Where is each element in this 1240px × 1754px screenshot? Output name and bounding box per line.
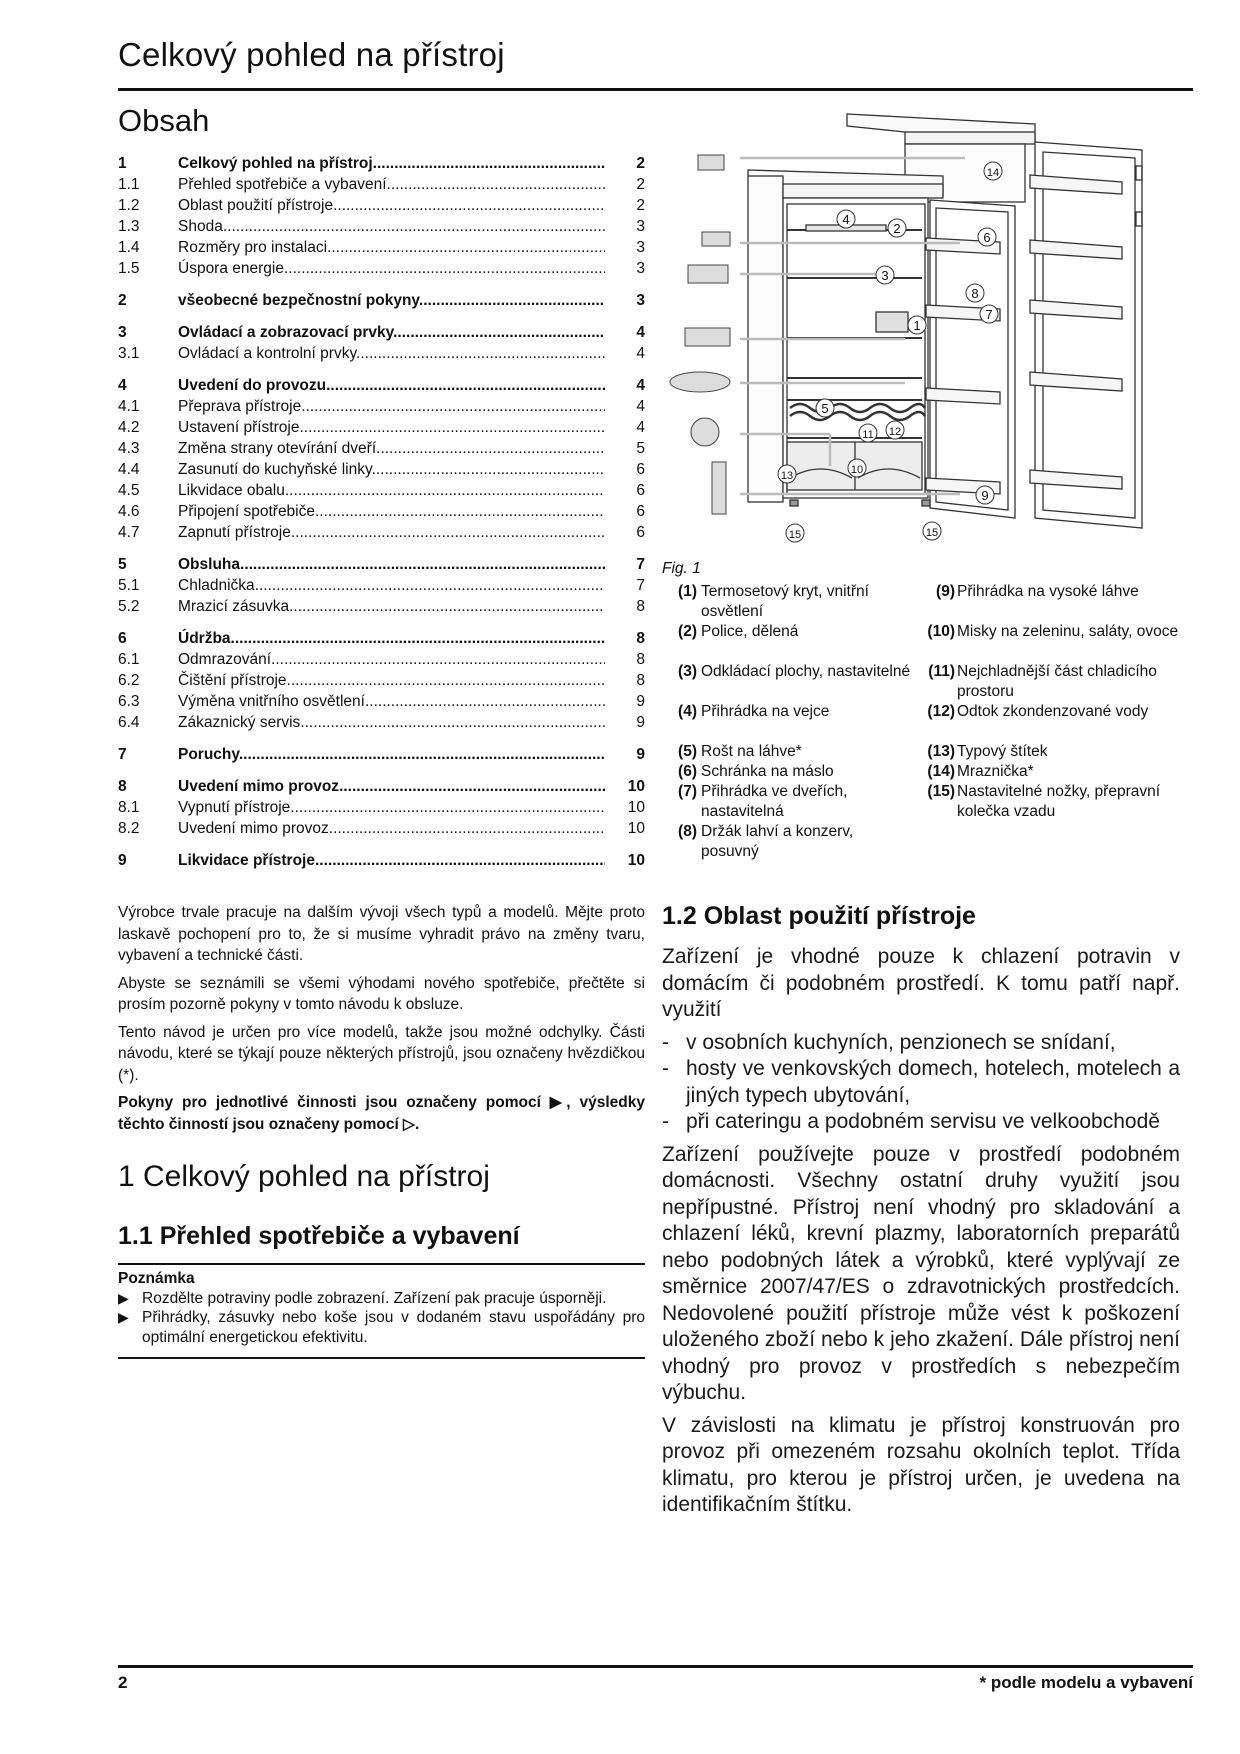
toc-page: 2 — [636, 176, 645, 193]
toc-label: Odmrazování — [178, 651, 272, 668]
toc-entry[interactable] — [118, 691, 645, 712]
legend-item: (8) Držák lahví a konzerv, posuvný — [678, 823, 854, 860]
toc-entry[interactable] — [118, 670, 645, 691]
toc-page: 3 — [636, 239, 645, 256]
svg-text:9: 9 — [981, 488, 989, 503]
toc-entry[interactable] — [118, 744, 645, 765]
toc-page: 9 — [636, 714, 645, 731]
toc-number: 9 — [118, 852, 127, 869]
toc-title: Obsah — [118, 103, 210, 138]
toc-page: 7 — [636, 556, 645, 573]
toc-label: Chladnička — [178, 577, 255, 594]
toc-entry[interactable] — [118, 258, 645, 279]
toc-number: 6.2 — [118, 672, 140, 689]
svg-text:2: 2 — [893, 221, 901, 236]
toc-page: 9 — [636, 693, 645, 710]
toc-entry[interactable] — [118, 290, 645, 311]
toc-page: 6 — [636, 482, 645, 499]
svg-text:5: 5 — [821, 401, 829, 416]
toc-page: 4 — [636, 419, 645, 436]
legend-item: (14) Mraznička* — [927, 763, 1034, 780]
toc-entry[interactable] — [118, 776, 645, 797]
fridge-diagram-icon — [660, 100, 1180, 560]
toc-number: 4.1 — [118, 398, 140, 415]
cake-jars-icon — [688, 265, 728, 283]
toc-entry[interactable] — [118, 343, 645, 364]
toc-entry[interactable] — [118, 628, 645, 649]
body-paragraph: Zařízení je vhodné pouze k chlazení potravin v domácím či podobném prostředí. K tomu patří např. využití — [662, 945, 1180, 1021]
legend-item: (6) Schránka na máslo — [678, 763, 834, 780]
page-title: Celkový pohled na přístroj — [118, 36, 505, 73]
body-paragraph: V závislosti na klimatu je přístroj konstruován pro provoz při omezeném rozsahu okolních teplot. Třída klimatu, pro kterou je přístroj určen, je uvedena na identifikačním štítku. — [662, 1413, 1180, 1516]
svg-text:13: 13 — [780, 470, 794, 482]
legend-item: (3) Odkládací plochy, nastavitelné — [678, 663, 911, 680]
toc-number: 1 — [118, 155, 127, 172]
toc-entry[interactable] — [118, 818, 645, 839]
list-item: - v osobních kuchyních, penzionech se snídaní, — [662, 1030, 1180, 1057]
toc-entry[interactable] — [118, 797, 645, 818]
toc-label: Uvedení mimo provoz — [178, 778, 340, 795]
page-number: 2 — [118, 1673, 128, 1692]
legend-item: (13) Typový štítek — [927, 743, 1048, 760]
svg-text:6: 6 — [983, 230, 991, 245]
toc-page: 8 — [636, 630, 645, 647]
svg-text:12: 12 — [888, 426, 902, 438]
svg-text:15: 15 — [925, 527, 939, 539]
toc-number: 6.1 — [118, 651, 140, 668]
toc-number: 1.2 — [118, 197, 140, 214]
section-1-2-body — [662, 944, 1180, 1525]
legend-item: (10) Misky na zeleninu, saláty, ovoce — [927, 623, 1179, 640]
toc-number: 5.1 — [118, 577, 140, 594]
butter-cheese-icon — [702, 232, 730, 246]
toc-label: Mrazicí zásuvka — [178, 598, 290, 615]
toc-page: 3 — [636, 218, 645, 235]
toc-entry[interactable] — [118, 438, 645, 459]
toc-entry[interactable] — [118, 417, 645, 438]
svg-text:4: 4 — [842, 212, 850, 227]
svg-text:7: 7 — [985, 307, 993, 322]
toc-number: 1.1 — [118, 176, 140, 193]
toc-number: 4.3 — [118, 440, 140, 457]
toc-number: 4.2 — [118, 419, 140, 436]
toc-entry[interactable] — [118, 596, 645, 617]
toc-page: 8 — [636, 672, 645, 689]
body-paragraph: Zařízení používejte pouze v prostředí podobném domácnosti. Všechny ostatní druhy využití jsou nepřípustné. Přístroj není vhodný pro skladování a chlazení léků, krevní plazmy, laboratorních preparátů nebo podobných látek a výrobků, které vyplývají ze směrnice 2007/47/ES o zdravotnických prostředcích. Nedovolené použití přístroje může vést k poškození uloženého zboží nebo k jeho zkažení. Dále přístroj není vhodný pro provoz v prostředích s nebezpečím výbuchu. — [662, 1142, 1180, 1404]
toc-entry[interactable] — [118, 459, 645, 480]
toc-entry[interactable] — [118, 216, 645, 237]
toc-label: Změna strany otevírání dveří — [178, 440, 377, 457]
note-title: Poznámka — [118, 1270, 195, 1287]
toc-page: 4 — [636, 398, 645, 415]
dash-bullet-icon: - — [662, 1030, 669, 1054]
toc-label: Úspora energie — [178, 260, 284, 277]
toc-number: 6.4 — [118, 714, 140, 731]
figure-legend-right — [915, 582, 1185, 822]
toc-label: Údržba — [178, 630, 231, 647]
toc-label: Přeprava přístroje — [178, 398, 302, 415]
toc-entry[interactable] — [118, 501, 645, 522]
svg-text:14: 14 — [986, 167, 1000, 179]
figure-legend-left — [665, 582, 915, 862]
toc-number: 4.6 — [118, 503, 140, 520]
vegetables-icon — [691, 418, 719, 446]
toc-label: Celkový pohled na přístroj — [178, 155, 373, 172]
legend-item: (5) Rošt na láhve* — [678, 743, 802, 760]
svg-text:10: 10 — [850, 464, 864, 476]
toc-page: 6 — [636, 461, 645, 478]
meat-teapot-icon — [670, 372, 730, 392]
footer-note: * podle modelu a vybavení — [979, 1673, 1193, 1692]
toc-page: 5 — [636, 440, 645, 457]
note-item — [118, 1308, 645, 1347]
legend-item: (1) Termosetový kryt, vnitřní osvětlení — [678, 583, 869, 620]
toc-label: Čištění přístroje — [178, 672, 287, 689]
toc-entry[interactable] — [118, 554, 645, 575]
svg-text:8: 8 — [971, 286, 979, 301]
toc-number: 6.3 — [118, 693, 140, 710]
toc-label: Výměna vnitřního osvětlení — [178, 693, 365, 710]
toc-label: Likvidace obalu — [178, 482, 285, 499]
legend-item: (12) Odtok zkondenzované vody — [927, 703, 1149, 720]
toc-entry[interactable] — [118, 480, 645, 501]
toc-page: 3 — [636, 292, 645, 309]
toc-page: 8 — [636, 651, 645, 668]
intro-text — [118, 902, 645, 1141]
jars-icon — [685, 328, 730, 346]
legend-item: (9) Přihrádka na vysoké láhve — [936, 583, 1139, 600]
intro-paragraph: Tento návod je určen pro více modelů, takže jsou možné odchylky. Části návodu, které se týkají pouze některých přístrojů, jsou označeny hvězdičkou (*). — [118, 1023, 645, 1084]
toc-label: Likvidace přístroje — [178, 852, 315, 869]
toc-number: 1.4 — [118, 239, 140, 256]
toc-entry[interactable] — [118, 153, 645, 174]
toc-number: 2 — [118, 292, 127, 309]
toc-label: Rozměry pro instalaci — [178, 239, 328, 256]
svg-text:15: 15 — [788, 529, 802, 541]
table-of-contents — [118, 153, 645, 871]
figure-caption: Fig. 1 — [662, 560, 701, 577]
dash-bullet-icon: - — [662, 1057, 669, 1080]
toc-page: 4 — [636, 324, 645, 341]
legend-item: (7) Přihrádka ve dveřích, nastavitelná — [678, 783, 848, 820]
toc-label: Ovládací a kontrolní prvky — [178, 345, 357, 362]
toc-label: Uvedení mimo provoz — [178, 820, 329, 837]
toc-label: Uvedení do provozu — [178, 377, 327, 394]
section-1-1-heading: 1.1 Přehled spotřebiče a vybavení — [118, 1222, 520, 1250]
toc-number: 7 — [118, 746, 127, 763]
legend-item: (2) Police, dělená — [678, 623, 799, 640]
note-item-text: Rozdělte potraviny podle zobrazení. Zařízení pak pracuje úsporněji. — [142, 1289, 607, 1307]
toc-number: 8.2 — [118, 820, 140, 837]
toc-number: 4.5 — [118, 482, 140, 499]
toc-page: 3 — [636, 260, 645, 277]
play-arrow-icon: ▶ — [118, 1289, 129, 1306]
fridge-illustration — [660, 100, 1180, 560]
legend-item: (11) Nejchladnější část chladicího prostoru — [928, 663, 1157, 700]
svg-text:3: 3 — [881, 268, 889, 283]
toc-number: 4.7 — [118, 524, 140, 541]
toc-page: 10 — [627, 799, 645, 816]
toc-entry[interactable] — [118, 575, 645, 596]
toc-page: 4 — [636, 377, 645, 394]
toc-number: 6 — [118, 630, 127, 647]
toc-label: všeobecné bezpečnostní pokyny — [178, 292, 419, 309]
toc-label: Poruchy — [178, 746, 239, 763]
toc-label: Zákaznický servis — [178, 714, 301, 731]
toc-label: Připojení spotřebiče — [178, 503, 315, 520]
toc-number: 3.1 — [118, 345, 140, 362]
toc-page: 4 — [636, 345, 645, 362]
toc-number: 1.5 — [118, 260, 140, 277]
play-arrow-icon: ▶ — [118, 1309, 129, 1325]
intro-instruction-legend: Pokyny pro jednotlivé činnosti jsou označeny pomocí ▶, výsledky těchto činností jsou označeny pomocí ▷. — [118, 1094, 645, 1133]
svg-text:11: 11 — [862, 429, 874, 441]
toc-entry[interactable] — [118, 712, 645, 733]
toc-page: 8 — [636, 598, 645, 615]
footer-rule — [118, 1665, 1193, 1668]
toc-page: 7 — [636, 577, 645, 594]
list-item: - hosty ve venkovských domech, hotelech, motelech a jiných typech ubytování, — [662, 1056, 1180, 1109]
toc-number: 1.3 — [118, 218, 140, 235]
toc-page: 10 — [627, 778, 645, 795]
list-item: - při cateringu a podobném servisu ve velkoobchodě — [662, 1109, 1180, 1136]
toc-label: Ustavení přístroje — [178, 419, 300, 436]
toc-entry[interactable] — [118, 522, 645, 543]
intro-paragraph: Výrobce trvale pracuje na dalším vývoji všech typů a modelů. Mějte proto laskavě pochopení pro to, že si musíme vyhradit právo na změny tvaru, vybavení a technické části. — [118, 904, 645, 964]
toc-number: 4.4 — [118, 461, 140, 478]
toc-label: Obsluha — [178, 556, 241, 573]
dash-bullet-icon: - — [662, 1110, 669, 1133]
usage-list — [662, 1030, 1180, 1136]
toc-page: 6 — [636, 524, 645, 541]
legend-item: (15) Nastavitelné nožky, přepravní kolečka vzadu — [927, 783, 1161, 820]
toc-entry[interactable] — [118, 396, 645, 417]
toc-label: Přehled spotřebiče a vybavení — [178, 176, 387, 193]
ice-cream-icon — [698, 155, 724, 170]
section-1-heading: 1 Celkový pohled na přístroj — [118, 1160, 490, 1193]
toc-label: Zasunutí do kuchyňské linky — [178, 461, 372, 478]
toc-label: Vypnutí přístroje — [178, 799, 291, 816]
toc-page: 10 — [627, 820, 645, 837]
toc-label: Zapnutí přístroje — [178, 524, 291, 541]
toc-number: 5.2 — [118, 598, 140, 615]
toc-page: 10 — [627, 852, 645, 869]
note-item-text: Přihrádky, zásuvky nebo koše jsou v dodaném stavu uspořádány pro optimální energetickou efektivitu. — [142, 1309, 645, 1346]
note-item — [118, 1289, 645, 1309]
toc-page: 6 — [636, 503, 645, 520]
intro-paragraph: Abyste se seznámili se všemi výhodami nového spotřebiče, přečtěte si prosím pozorně pokyny v tomto návodu k obsluze. — [118, 974, 645, 1013]
legend-item: (4) Přihrádka na vejce — [678, 703, 830, 720]
title-rule — [118, 88, 1193, 91]
toc-page: 2 — [636, 155, 645, 172]
toc-entry[interactable] — [118, 850, 645, 871]
toc-number: 3 — [118, 324, 127, 341]
svg-text:1: 1 — [913, 318, 921, 333]
toc-entry[interactable] — [118, 174, 645, 195]
toc-page: 9 — [636, 746, 645, 763]
note-box — [118, 1263, 645, 1359]
section-1-2-heading: 1.2 Oblast použití přístroje — [662, 902, 976, 930]
toc-entry[interactable] — [118, 322, 645, 343]
toc-entry[interactable] — [118, 649, 645, 670]
toc-number: 5 — [118, 556, 127, 573]
toc-number: 8.1 — [118, 799, 140, 816]
toc-label: Oblast použití přístroje — [178, 197, 334, 214]
toc-entry[interactable] — [118, 237, 645, 258]
toc-entry[interactable] — [118, 375, 645, 396]
toc-page: 2 — [636, 197, 645, 214]
toc-label: Shoda — [178, 218, 223, 235]
bottle-icon — [712, 462, 726, 514]
toc-number: 8 — [118, 778, 127, 795]
toc-label: Ovládací a zobrazovací prvky — [178, 324, 394, 341]
toc-number: 4 — [118, 377, 127, 394]
toc-entry[interactable] — [118, 195, 645, 216]
